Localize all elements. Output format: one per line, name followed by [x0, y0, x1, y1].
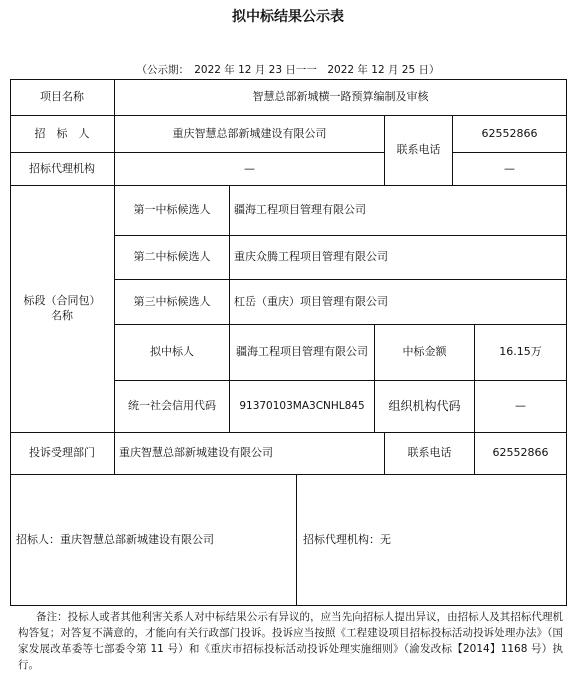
project-name-label: 项目名称: [10, 79, 115, 116]
org-code-value: —: [475, 381, 567, 433]
winning-amount-value: 16.15万: [475, 325, 567, 381]
winner-name: 疆海工程项目管理有限公司: [230, 325, 375, 381]
winning-amount-label: 中标金额: [375, 325, 475, 381]
remarks-note: [18, 609, 563, 673]
contact-phone-label: 联系电话: [385, 116, 453, 186]
tenderer-value: 重庆智慧总部新城建设有限公司: [115, 116, 385, 153]
agency-value: —: [115, 153, 385, 186]
candidate-3-rank: 第三中标候选人: [115, 280, 230, 325]
complaint-dept-label: 投诉受理部门: [10, 433, 115, 475]
credit-code-value: 91370103MA3CNHL845: [230, 381, 375, 433]
agency-signature: 招标代理机构：无: [297, 475, 567, 606]
candidate-2-rank: 第二中标候选人: [115, 236, 230, 280]
complaint-phone-value: 62552866: [475, 433, 567, 475]
tenderer-label: 招 标 人: [10, 116, 115, 153]
section-name-label: [10, 186, 115, 433]
tenderer-signature: 招标人：重庆智慧总部新城建设有限公司: [10, 475, 297, 606]
agency-label: 招标代理机构: [10, 153, 115, 186]
org-code-label: 组织机构代码: [375, 381, 475, 433]
publicity-period: （公示期： 2022 年 12 月 23 日一一 2022 年 12 月 25 日）: [136, 64, 440, 76]
candidate-1-name: 疆海工程项目管理有限公司: [230, 186, 567, 236]
winner-label: 拟中标人: [115, 325, 230, 381]
complaint-phone-label: 联系电话: [385, 433, 475, 475]
complaint-dept-value: 重庆智慧总部新城建设有限公司: [115, 433, 385, 475]
candidate-2-name: 重庆众腾工程项目管理有限公司: [230, 236, 567, 280]
candidate-3-name: 杠岳（重庆）项目管理有限公司: [230, 280, 567, 325]
credit-code-label: 统一社会信用代码: [115, 381, 230, 433]
project-name-value: 智慧总部新城横一路预算编制及审核: [115, 79, 567, 116]
tenderer-phone: 62552866: [453, 116, 567, 153]
section-name-text: 标段（合同包）名称: [23, 294, 101, 322]
page-title: 拟中标结果公示表: [232, 9, 344, 25]
candidate-1-rank: 第一中标候选人: [115, 186, 230, 236]
remarks-text: 备注：投标人或者其他利害关系人对中标结果公示有异议的，应当先向招标人提出异议，由招标人及其招标代理机构答复；对答复不满意的，才能向有关行政部门投诉。投诉应当按照《工程建设项目招标投标活动投诉处理办法》（国家发展改革委等七部委令第 11 号）和《重庆市招标投标活动投诉处理实施细则》（渝发改标【2014】1168 号）执行。: [18, 611, 563, 671]
agency-phone: —: [453, 153, 567, 186]
